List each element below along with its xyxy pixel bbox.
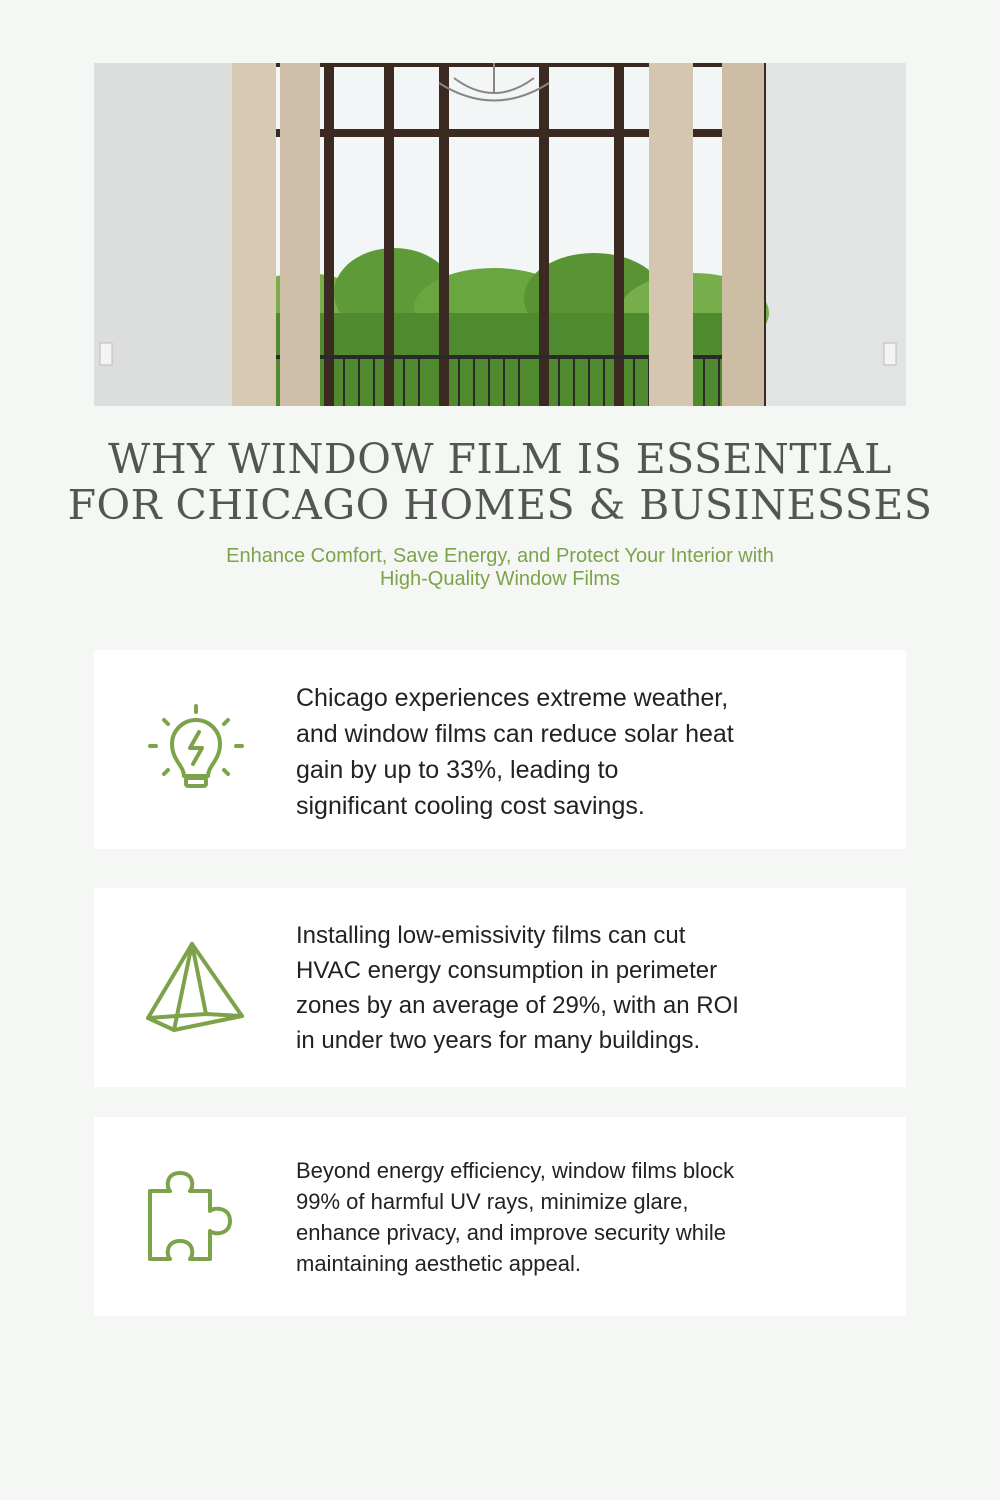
benefit-text-line: gain by up to 33%, leading to (296, 756, 619, 784)
benefit-text-line: in under two years for many buildings. (296, 1027, 701, 1054)
hero-image (94, 63, 906, 406)
window-room-illustration (94, 63, 906, 406)
benefit-text-line: enhance privacy, and improve security while (296, 1220, 727, 1245)
benefit-text (296, 680, 836, 824)
page-subtitle-line-2: High-Quality Window Films (379, 568, 621, 590)
pyramid-icon (144, 938, 248, 1042)
benefit-text-line: maintaining aesthetic appeal. (296, 1251, 581, 1276)
benefit-card-hvac-savings (94, 888, 906, 1087)
puzzle-piece-icon (144, 1167, 248, 1271)
benefit-text-line: Installing low-emissivity films can cut (296, 922, 686, 949)
benefit-text-line: HVAC energy consumption in perimeter (296, 957, 718, 984)
benefit-text-line: zones by an average of 29%, with an ROI (296, 992, 739, 1019)
benefit-text-line: significant cooling cost savings. (296, 792, 645, 820)
benefit-card-solar-heat (94, 650, 906, 849)
benefit-text-line: and window films can reduce solar heat (296, 720, 734, 748)
lightbulb-energy-icon (144, 700, 248, 804)
page-title (40, 436, 960, 528)
benefit-text-line: Chicago experiences extreme weather, (296, 684, 729, 712)
benefit-card-uv-protection (94, 1117, 906, 1316)
benefit-text (296, 918, 836, 1058)
benefit-text-line: Beyond energy efficiency, window films block (296, 1158, 735, 1183)
page-subtitle (120, 545, 880, 591)
page-subtitle-line-1: Enhance Comfort, Save Energy, and Protect Your Interior with (226, 545, 774, 567)
benefit-text (296, 1155, 836, 1279)
page-title-line-1: WHY WINDOW FILM IS ESSENTIAL (108, 435, 892, 483)
page-title-line-2: FOR CHICAGO HOMES & BUSINESSES (67, 481, 933, 529)
benefit-text-line: 99% of harmful UV rays, minimize glare, (296, 1189, 689, 1214)
